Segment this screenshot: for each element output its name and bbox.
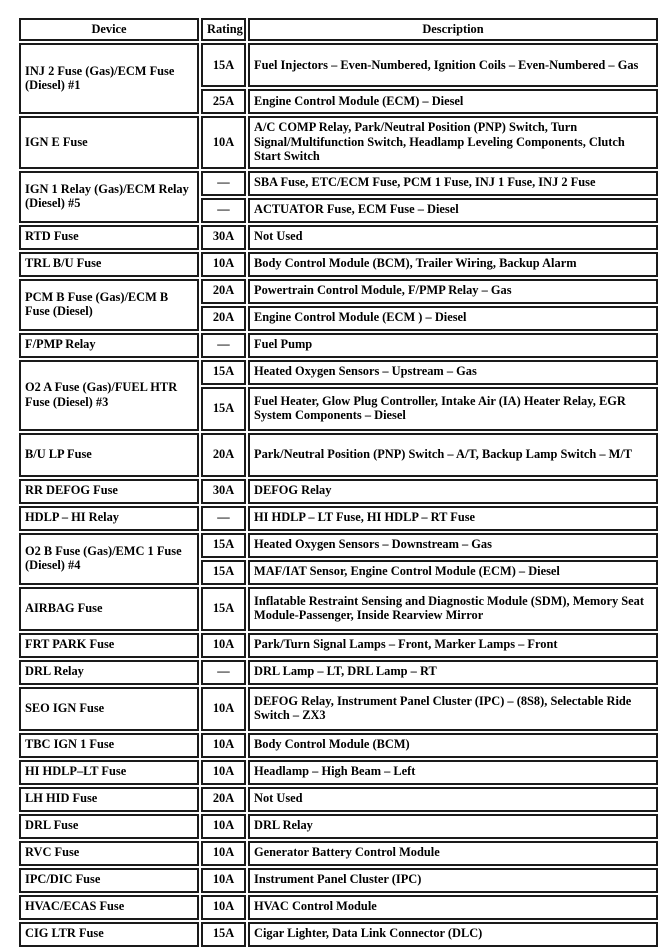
rating-cell: 10A	[201, 252, 246, 277]
table-header	[19, 18, 658, 41]
description-cell: Instrument Panel Cluster (IPC)	[248, 868, 658, 893]
device-cell: SEO IGN Fuse	[19, 687, 199, 731]
device-cell: RVC Fuse	[19, 841, 199, 866]
table-row	[19, 787, 658, 812]
description-cell: Generator Battery Control Module	[248, 841, 658, 866]
table-row	[19, 333, 658, 358]
rating-cell: —	[201, 660, 246, 685]
rating-cell: 15A	[201, 43, 246, 87]
rating-cell: 15A	[201, 587, 246, 631]
rating-cell: 25A	[201, 89, 246, 114]
description-cell: DRL Lamp – LT, DRL Lamp – RT	[248, 660, 658, 685]
table-row	[19, 687, 658, 731]
table-row	[19, 43, 658, 87]
device-cell: DRL Relay	[19, 660, 199, 685]
device-cell: HVAC/ECAS Fuse	[19, 895, 199, 920]
device-cell: FRT PARK Fuse	[19, 633, 199, 658]
table-row	[19, 433, 658, 477]
device-cell: AIRBAG Fuse	[19, 587, 199, 631]
table-row	[19, 841, 658, 866]
description-cell: Body Control Module (BCM), Trailer Wiring, Backup Alarm	[248, 252, 658, 277]
table-row	[19, 814, 658, 839]
table-row	[19, 225, 658, 250]
table-row	[19, 533, 658, 558]
description-cell: A/C COMP Relay, Park/Neutral Position (PNP) Switch, Turn Signal/Multifunction Switch, Headlamp Leveling Components, Clutch Start Switch	[248, 116, 658, 168]
description-cell: ACTUATOR Fuse, ECM Fuse – Diesel	[248, 198, 658, 223]
rating-cell: 15A	[201, 360, 246, 385]
rating-cell: 10A	[201, 760, 246, 785]
description-cell: Heated Oxygen Sensors – Upstream – Gas	[248, 360, 658, 385]
device-cell: O2 B Fuse (Gas)/EMC 1 Fuse (Diesel) #4	[19, 533, 199, 585]
device-cell: INJ 2 Fuse (Gas)/ECM Fuse (Diesel) #1	[19, 43, 199, 114]
device-cell: TBC IGN 1 Fuse	[19, 733, 199, 758]
description-cell: SBA Fuse, ETC/ECM Fuse, PCM 1 Fuse, INJ 1 Fuse, INJ 2 Fuse	[248, 171, 658, 196]
column-header-device: Device	[19, 18, 199, 41]
rating-cell: 15A	[201, 560, 246, 585]
rating-cell: 10A	[201, 841, 246, 866]
description-cell: Park/Neutral Position (PNP) Switch – A/T, Backup Lamp Switch – M/T	[248, 433, 658, 477]
table-row	[19, 279, 658, 304]
description-cell: DRL Relay	[248, 814, 658, 839]
table-row	[19, 895, 658, 920]
device-cell: IGN E Fuse	[19, 116, 199, 168]
device-cell: B/U LP Fuse	[19, 433, 199, 477]
rating-cell: 10A	[201, 814, 246, 839]
table-row	[19, 633, 658, 658]
description-cell: HVAC Control Module	[248, 895, 658, 920]
rating-cell: 20A	[201, 433, 246, 477]
column-header-description: Description	[248, 18, 658, 41]
device-cell: PCM B Fuse (Gas)/ECM B Fuse (Diesel)	[19, 279, 199, 331]
rating-cell: 20A	[201, 306, 246, 331]
device-cell: IPC/DIC Fuse	[19, 868, 199, 893]
rating-cell: 20A	[201, 279, 246, 304]
description-cell: Powertrain Control Module, F/PMP Relay – Gas	[248, 279, 658, 304]
description-cell: MAF/IAT Sensor, Engine Control Module (ECM) – Diesel	[248, 560, 658, 585]
table-header-row	[19, 18, 658, 41]
device-cell: RTD Fuse	[19, 225, 199, 250]
rating-cell: 10A	[201, 895, 246, 920]
description-cell: DEFOG Relay	[248, 479, 658, 504]
rating-cell: 15A	[201, 387, 246, 431]
table-row	[19, 868, 658, 893]
rating-cell: —	[201, 333, 246, 358]
device-cell: TRL B/U Fuse	[19, 252, 199, 277]
description-cell: Not Used	[248, 787, 658, 812]
rating-cell: 20A	[201, 787, 246, 812]
table-body	[19, 43, 658, 946]
table-row	[19, 116, 658, 168]
table-row	[19, 660, 658, 685]
device-cell: DRL Fuse	[19, 814, 199, 839]
table-row	[19, 760, 658, 785]
device-cell: F/PMP Relay	[19, 333, 199, 358]
table-row	[19, 252, 658, 277]
description-cell: Engine Control Module (ECM ) – Diesel	[248, 306, 658, 331]
description-cell: Fuel Pump	[248, 333, 658, 358]
rating-cell: 10A	[201, 733, 246, 758]
rating-cell: 10A	[201, 116, 246, 168]
table-row	[19, 587, 658, 631]
rating-cell: 10A	[201, 633, 246, 658]
description-cell: Headlamp – High Beam – Left	[248, 760, 658, 785]
device-cell: O2 A Fuse (Gas)/FUEL HTR Fuse (Diesel) #3	[19, 360, 199, 431]
device-cell: LH HID Fuse	[19, 787, 199, 812]
description-cell: Not Used	[248, 225, 658, 250]
description-cell: Engine Control Module (ECM) – Diesel	[248, 89, 658, 114]
rating-cell: 15A	[201, 922, 246, 947]
rating-cell: 10A	[201, 687, 246, 731]
rating-cell: —	[201, 171, 246, 196]
table-row	[19, 171, 658, 196]
rating-cell: 10A	[201, 868, 246, 893]
rating-cell: 30A	[201, 479, 246, 504]
description-cell: Fuel Heater, Glow Plug Controller, Intake Air (IA) Heater Relay, EGR System Components – Diesel	[248, 387, 658, 431]
table-row	[19, 360, 658, 385]
column-header-rating: Rating	[201, 18, 246, 41]
description-cell: HI HDLP – LT Fuse, HI HDLP – RT Fuse	[248, 506, 658, 531]
description-cell: Fuel Injectors – Even-Numbered, Ignition Coils – Even-Numbered – Gas	[248, 43, 658, 87]
device-cell: CIG LTR Fuse	[19, 922, 199, 947]
table-row	[19, 922, 658, 947]
device-cell: HDLP – HI Relay	[19, 506, 199, 531]
rating-cell: 15A	[201, 533, 246, 558]
device-cell: RR DEFOG Fuse	[19, 479, 199, 504]
table-row	[19, 479, 658, 504]
rating-cell: 30A	[201, 225, 246, 250]
table-row	[19, 506, 658, 531]
description-cell: DEFOG Relay, Instrument Panel Cluster (IPC) – (8S8), Selectable Ride Switch – ZX3	[248, 687, 658, 731]
description-cell: Heated Oxygen Sensors – Downstream – Gas	[248, 533, 658, 558]
fuse-specification-table	[17, 16, 660, 949]
device-cell: HI HDLP–LT Fuse	[19, 760, 199, 785]
device-cell: IGN 1 Relay (Gas)/ECM Relay (Diesel) #5	[19, 171, 199, 223]
description-cell: Park/Turn Signal Lamps – Front, Marker Lamps – Front	[248, 633, 658, 658]
table-row	[19, 733, 658, 758]
rating-cell: —	[201, 506, 246, 531]
fuse-table-container	[17, 16, 656, 949]
description-cell: Body Control Module (BCM)	[248, 733, 658, 758]
rating-cell: —	[201, 198, 246, 223]
description-cell: Inflatable Restraint Sensing and Diagnostic Module (SDM), Memory Seat Module-Passenger, Inside Rearview Mirror	[248, 587, 658, 631]
description-cell: Cigar Lighter, Data Link Connector (DLC)	[248, 922, 658, 947]
